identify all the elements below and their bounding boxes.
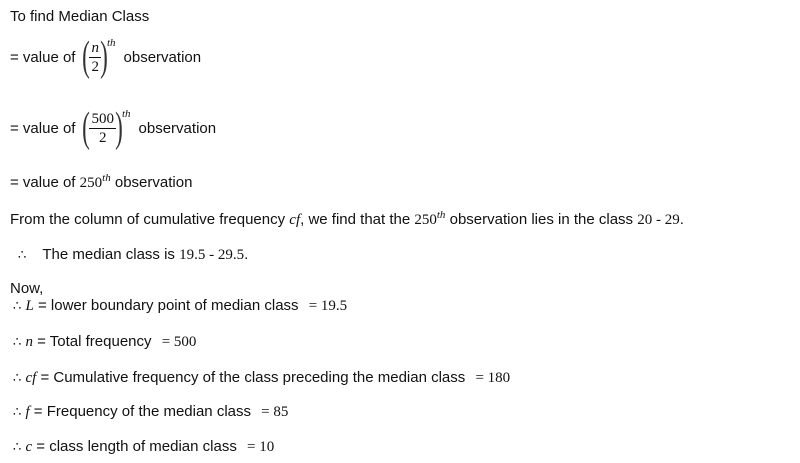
line3-suffix: observation bbox=[114, 174, 193, 191]
line1-prefix: = value of bbox=[10, 48, 76, 66]
therefore-icon: ∴ bbox=[18, 248, 27, 263]
line1-suffix: observation bbox=[123, 48, 202, 66]
expression-line-2 bbox=[10, 107, 216, 149]
therefore-icon: ∴ bbox=[13, 299, 22, 314]
right-paren: ) bbox=[115, 105, 123, 151]
definition-value: = 180 bbox=[475, 370, 511, 386]
therefore-icon: ∴ bbox=[13, 335, 22, 350]
fraction-numerator: 500 bbox=[91, 110, 114, 127]
definition-row bbox=[13, 333, 196, 352]
median-class-statement bbox=[18, 246, 248, 265]
superscript-th: th bbox=[121, 108, 131, 120]
line3-value: 250 bbox=[79, 175, 103, 191]
now-text: Now, bbox=[10, 280, 44, 297]
left-paren: ( bbox=[82, 34, 91, 80]
definition-description: = Total frequency bbox=[37, 333, 152, 350]
cf-sentence-part3: observation lies in the class bbox=[449, 211, 634, 228]
definition-row bbox=[13, 438, 274, 457]
therefore-icon: ∴ bbox=[13, 440, 22, 455]
line2-prefix: = value of bbox=[10, 119, 76, 137]
definition-value: = 500 bbox=[161, 334, 197, 350]
superscript-th: th bbox=[106, 37, 116, 49]
now-label bbox=[10, 280, 43, 298]
fraction-500-over-2 bbox=[89, 110, 116, 147]
definition-description: = lower boundary point of median class bbox=[37, 297, 299, 314]
fraction-numerator: n bbox=[91, 39, 99, 56]
definition-symbol: n bbox=[25, 334, 33, 350]
definition-description: = Cumulative frequency of the class preceding the median class bbox=[40, 369, 466, 386]
expression-line-1 bbox=[10, 36, 201, 78]
cf-symbol: cf bbox=[289, 212, 301, 228]
definition-row bbox=[13, 297, 347, 316]
therefore-icon: ∴ bbox=[13, 405, 22, 420]
expression-line-3 bbox=[10, 174, 192, 193]
definition-description: = class length of median class bbox=[36, 438, 237, 455]
definition-symbol: L bbox=[25, 298, 34, 314]
cf-value: 250 bbox=[414, 212, 437, 228]
definition-row bbox=[13, 403, 288, 422]
definition-symbol: c bbox=[25, 439, 33, 455]
definition-value: = 19.5 bbox=[308, 298, 348, 314]
right-paren: ) bbox=[100, 34, 108, 80]
cf-sentence-part2: , we find that the bbox=[300, 211, 411, 228]
superscript-th: th bbox=[436, 209, 446, 221]
definition-description: = Frequency of the median class bbox=[33, 403, 251, 420]
cf-class-range: 20 - 29 bbox=[637, 212, 680, 228]
definition-symbol: f bbox=[25, 404, 30, 420]
cf-sentence-part1: From the column of cumulative frequency bbox=[10, 211, 286, 228]
median-class-value: 19.5 - 29.5 bbox=[179, 247, 245, 263]
left-paren: ( bbox=[82, 105, 91, 151]
therefore-icon: ∴ bbox=[13, 371, 22, 386]
heading-text: To find Median Class bbox=[10, 8, 150, 25]
fraction-denominator: 2 bbox=[98, 129, 107, 146]
line3-prefix: = value of bbox=[10, 174, 76, 191]
cf-sentence-end: . bbox=[679, 211, 684, 228]
definition-row bbox=[13, 369, 510, 388]
definition-symbol: cf bbox=[25, 370, 37, 386]
median-class-text: The median class is bbox=[42, 246, 175, 263]
superscript-th: th bbox=[102, 172, 111, 184]
fraction-denominator: 2 bbox=[91, 58, 99, 75]
median-class-end: . bbox=[244, 246, 249, 263]
definition-value: = 85 bbox=[261, 404, 289, 420]
definition-value: = 10 bbox=[247, 439, 275, 455]
heading bbox=[10, 8, 149, 26]
cf-sentence bbox=[10, 211, 684, 230]
line2-suffix: observation bbox=[138, 119, 217, 137]
